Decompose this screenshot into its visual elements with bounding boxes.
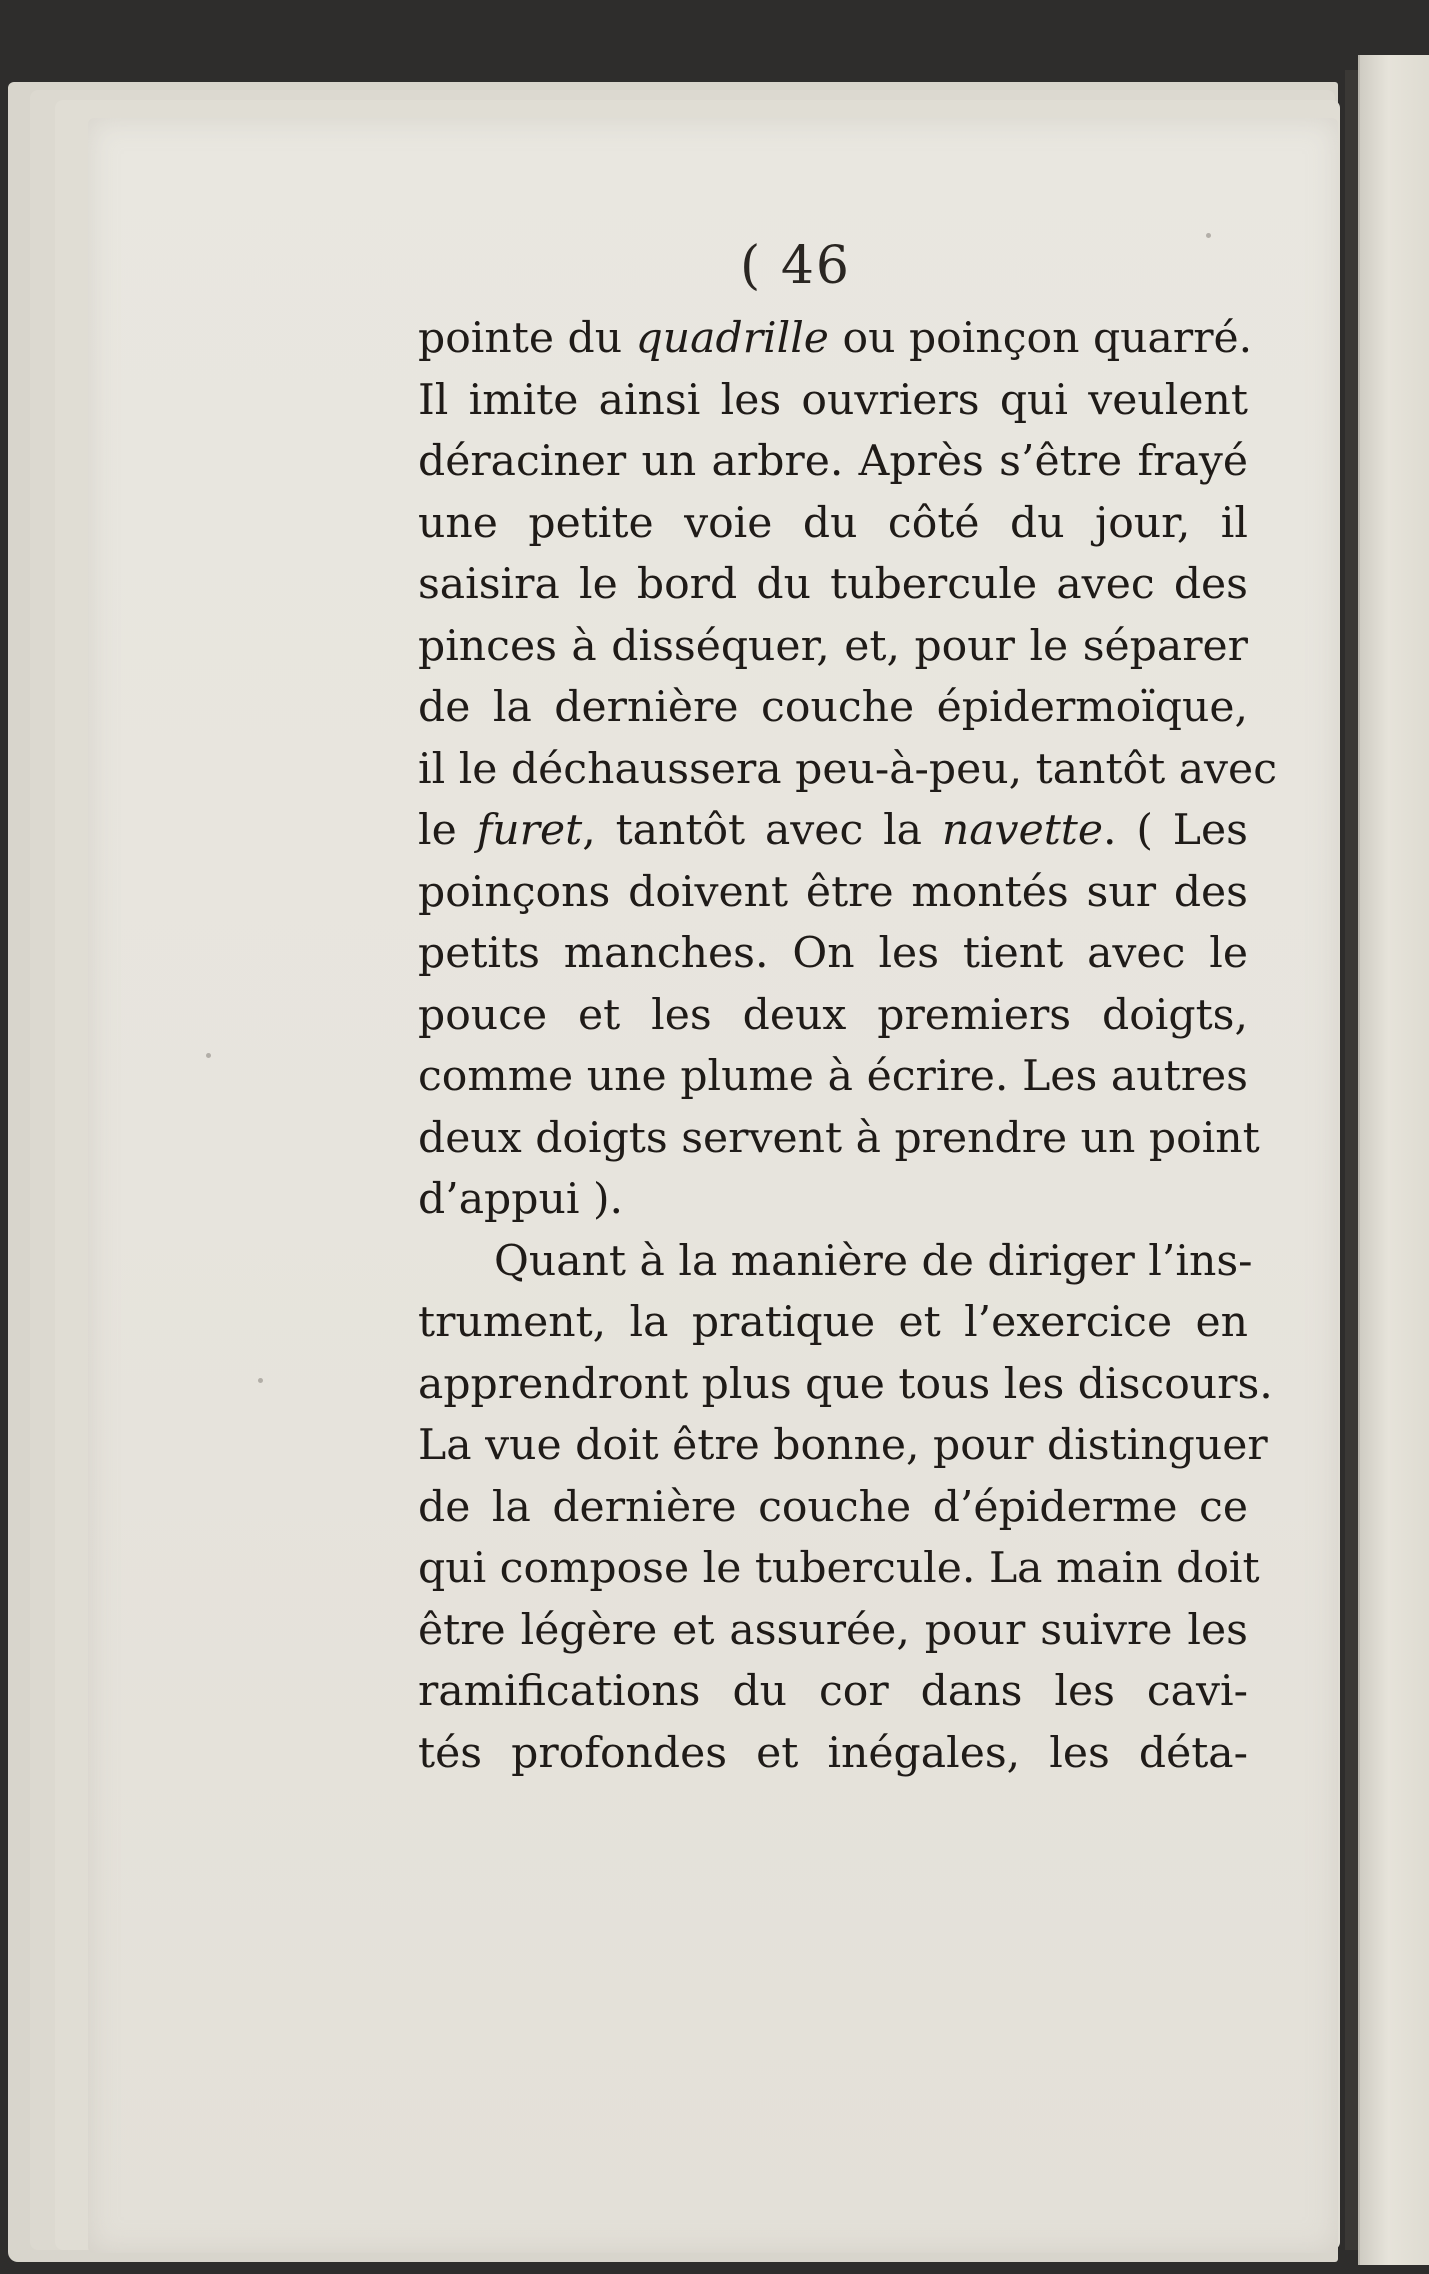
text-run: comme une plume à écrire. Les autres [418, 1052, 1248, 1101]
italic-term: navette [941, 806, 1104, 855]
text-line [418, 800, 1248, 862]
text-run: de la dernière couche d’épiderme ce [418, 1482, 1248, 1532]
text-line [418, 493, 1248, 555]
paper-speck [1206, 233, 1211, 238]
text-run: , tantôt avec la [582, 806, 942, 855]
text-run: deux doigts servent à prendre un point [418, 1113, 1260, 1163]
text-line [418, 308, 1253, 370]
text-line [418, 1415, 1268, 1477]
text-run: une petite voie du côté du jour, il [418, 498, 1248, 548]
text-run: trument, la pratique et l’exercice en [418, 1298, 1248, 1347]
text-line [418, 923, 1248, 985]
text-run: le [418, 806, 477, 855]
text-line [418, 1600, 1248, 1662]
text-line [418, 616, 1248, 678]
text-run: pointe du [418, 314, 636, 363]
text-run: Il imite ainsi les ouvriers qui veulent [418, 375, 1248, 425]
text-run: d’appui ). [418, 1175, 624, 1224]
text-line [418, 985, 1248, 1047]
text-line [418, 1292, 1248, 1354]
text-line [418, 1661, 1248, 1723]
text-line [418, 431, 1248, 493]
text-run: saisira le bord du tubercule avec des [418, 560, 1248, 609]
text-run: La vue doit être bonne, pour distinguer [418, 1421, 1268, 1470]
text-run: apprendront plus que tous les discours. [418, 1359, 1273, 1409]
text-line [418, 1231, 1253, 1293]
text-run: déraciner un arbre. Après s’être frayé [418, 437, 1248, 486]
text-line [418, 739, 1278, 801]
text-run: ramifications du cor dans les cavi- [418, 1667, 1248, 1716]
page-number: ( 46 [740, 236, 851, 296]
text-line [418, 1477, 1248, 1539]
italic-term: quadrille [635, 314, 829, 363]
text-run: petits manches. On les tient avec le [418, 929, 1248, 978]
text-run: il le déchaussera peu-à-peu, tantôt avec [418, 744, 1278, 794]
text-run: . ( Les [1103, 806, 1248, 855]
text-run: pinces à disséquer, et, pour le séparer [418, 621, 1248, 671]
text-run: tés profondes et inégales, les déta- [418, 1728, 1248, 1778]
text-line [418, 370, 1248, 432]
text-run: Quant à la manière de diriger l’ins- [494, 1236, 1253, 1286]
text-line [418, 1538, 1260, 1600]
text-run: poinçons doivent être montés sur des [418, 867, 1248, 917]
italic-term: furet [476, 806, 583, 855]
text-line [418, 1723, 1248, 1785]
text-line [418, 862, 1248, 924]
text-run: qui compose le tubercule. La main doit [418, 1544, 1260, 1593]
text-run: pouce et les deux premiers doigts, [418, 990, 1248, 1040]
paper-speck [258, 1378, 263, 1383]
text-line [418, 1046, 1248, 1108]
text-line [418, 1108, 1260, 1170]
facing-page-edge [1358, 55, 1429, 2265]
body-text [418, 308, 1278, 1784]
text-line [418, 554, 1248, 616]
text-run: être légère et assurée, pour suivre les [418, 1605, 1248, 1655]
text-run: de la dernière couche épidermoïque, [418, 683, 1248, 732]
text-line [418, 1169, 1248, 1231]
text-run: ou poinçon quarré. [828, 314, 1253, 363]
text-line [418, 677, 1248, 739]
paper-speck [206, 1053, 211, 1058]
text-line [418, 1354, 1273, 1416]
